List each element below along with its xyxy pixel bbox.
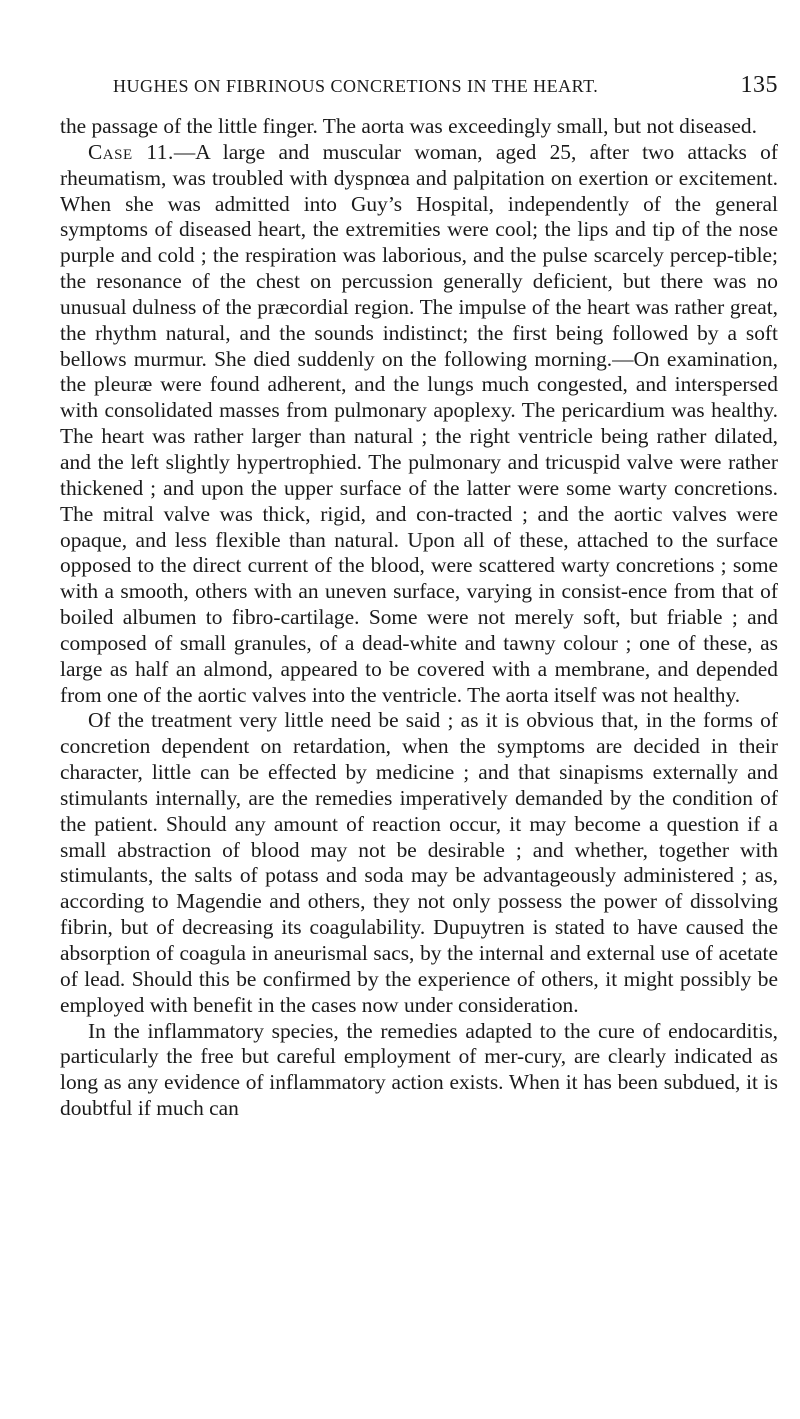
- running-title: HUGHES ON FIBRINOUS CONCRETIONS IN THE HEART.: [113, 76, 599, 96]
- paragraph-text: In the inflammatory species, the remedies adapted to the cure of endocarditis, particularly the free but careful employment of mer-cury, are clearly indicated as long as any evidence of inflammatory action exists. When it has been subdued, it is doubtful if much can: [60, 1018, 778, 1121]
- case-heading: Case 11.: [88, 139, 174, 164]
- document-page: [60, 0, 778, 1419]
- paragraph-text: the passage of the little finger. The aorta was exceedingly small, but not diseased.: [60, 114, 757, 138]
- paragraph-text: Of the treatment very little need be said ; as it is obvious that, in the forms of concretion dependent on retardation, when the symptoms are decided in their character, little can be effected by medicine ; and that sinapisms externally and stimulants internally, are the remedies imperatively demanded by the condition of the patient. Should any amount of reaction occur, it may become a question if a small abstraction of blood may not be desirable ; and whether, together with stimulants, the salts of potass and soda may be advantageously administered ; as, according to Magendie and others, they not only possess the power of dissolving fibrin, but of decreasing its coagulability. Dupuytren is stated to have caused the absorption of coagula in aneurismal sacs, by the internal and external use of acetate of lead. Should this be confirmed by the experience of others, it might possibly be employed with benefit in the cases now under consideration.: [60, 708, 778, 1017]
- body-text: [60, 114, 778, 1122]
- paragraph-treatment: [60, 708, 778, 1018]
- paragraph-text: —A large and muscular woman, aged 25, after two attacks of rheumatism, was troubled with dyspnœa and palpitation on exertion or excitement. When she was admitted into Guy’s Hospital, independently of the general symptoms of diseased heart, the extremities were cool; the lips and tip of the nose purple and cold ; the respiration was laborious, and the pulse scarcely percep-tible; the resonance of the chest on percussion generally deficient, but there was no unusual dulness of the præcordial region. The impulse of the heart was rather great, the rhythm natural, and the sounds indistinct; the first being followed by a soft bellows murmur. She died suddenly on the following morning.—On examination, the pleuræ were found adherent, and the lungs much congested, and interspersed with consolidated masses from pulmonary apoplexy. The pericardium was healthy. The heart was rather larger than natural ; the right ventricle being rather dilated, and the left slightly hypertrophied. The pulmonary and tricuspid valve were rather thickened ; and upon the upper surface of the latter were some warty concretions. The mitral valve was thick, rigid, and con-tracted ; and the aortic valves were opaque, and less flexible than natural. Upon all of these, attached to the surface opposed to the direct current of the blood, were scattered warty concretions ; some with a smooth, others with an uneven surface, varying in consist-ence from that of boiled albumen to fibro-cartilage. Some were not merely soft, but friable ; and composed of small granules, of a dead-white and tawny colour ; one of these, as large as half an almond, appeared to be covered with a membrane, and depended from one of the aortic valves into the ventricle. The aorta itself was not healthy.: [60, 139, 778, 707]
- paragraph-continuation: [60, 114, 778, 140]
- paragraph-case-11: [60, 140, 778, 709]
- paragraph-inflammatory: [60, 1019, 778, 1122]
- page-number: 135: [740, 72, 778, 98]
